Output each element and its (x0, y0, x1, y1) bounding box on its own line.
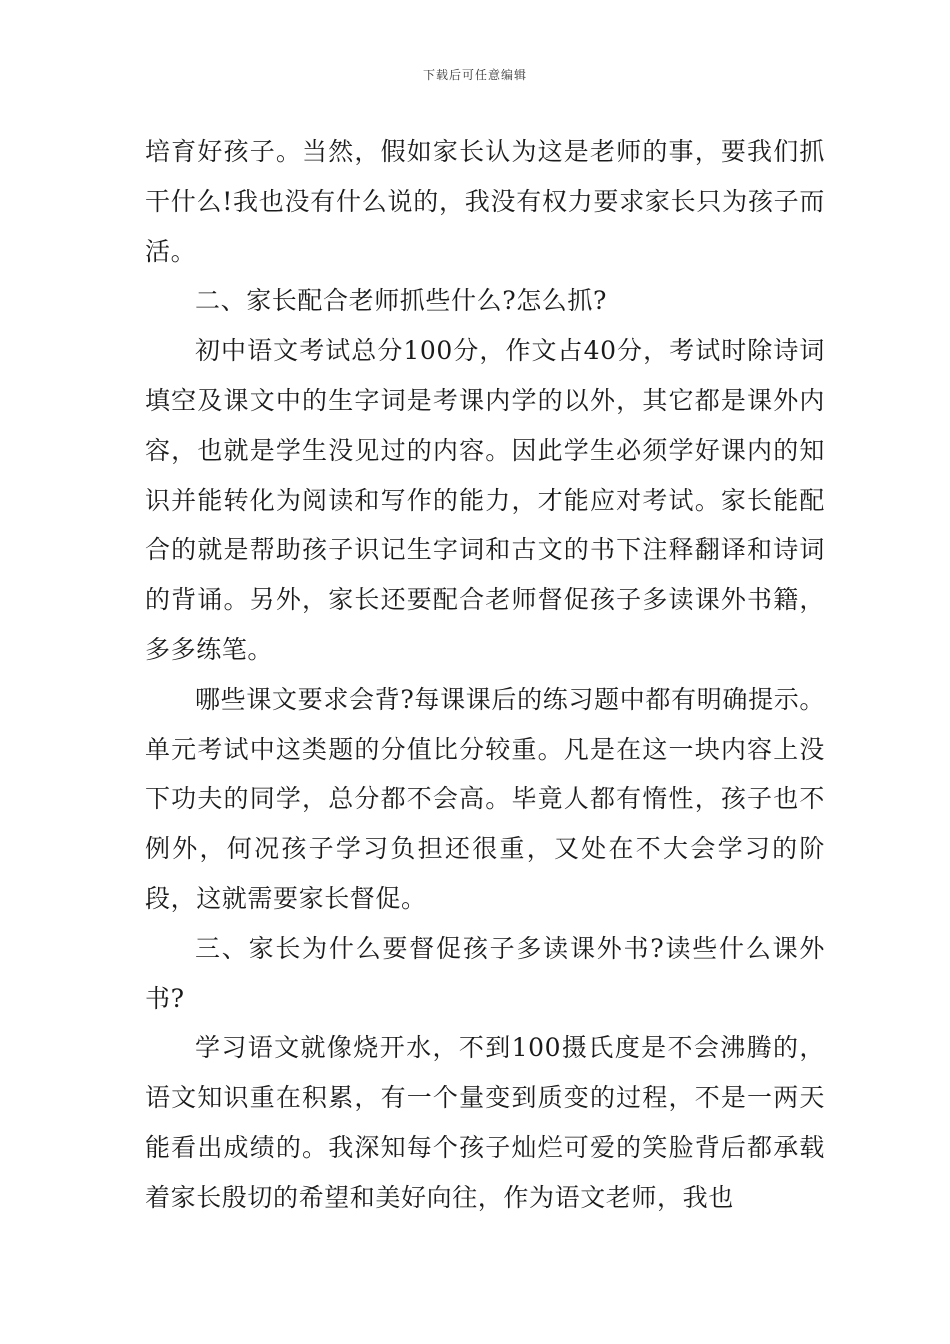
paragraph-continuation: 培育好孩子。当然，假如家长认为这是老师的事，要我们抓干什么!我也没有什么说的，我没有权力要求家长只为孩子而活。 (145, 137, 825, 266)
paragraph: 学习语文就像烧开水，不到100摄氏度是不会沸腾的，语文知识重在积累，有一个量变到质变的过程，不是一两天能看出成绩的。我深知每个孩子灿烂可爱的笑脸背后都承载着家长殷切的希望和美好向往，作为语文老师，我也 (145, 1033, 825, 1212)
paragraph: 哪些课文要求会背?每课课后的练习题中都有明确提示。单元考试中这类题的分值比分较重。凡是在这一块内容上没下功夫的同学，总分都不会高。毕竟人都有惰性，孩子也不例外，何况孩子学习负担还很重，又处在不大会学习的阶段，这就需要家长督促。 (145, 684, 825, 913)
page-header-note: 下载后可任意编辑 (422, 68, 527, 82)
section-heading-2: 二、家长配合老师抓些什么?怎么抓? (195, 286, 608, 316)
document-body (145, 127, 825, 1223)
paragraph: 初中语文考试总分100分，作文占40分，考试时除诗词填空及课文中的生字词是考课内学的以外，其它都是课外内容，也就是学生没见过的内容。因此学生必须学好课内的知识并能转化为阅读和写作的能力，才能应对考试。家长能配合的就是帮助孩子识记生字词和古文的书下注释翻译和诗词的背诵。另外，家长还要配合老师督促孩子多读课外书籍，多多练笔。 (145, 336, 825, 664)
section-heading-3: 三、家长为什么要督促孩子多读课外书?读些什么课外书? (145, 933, 825, 1013)
